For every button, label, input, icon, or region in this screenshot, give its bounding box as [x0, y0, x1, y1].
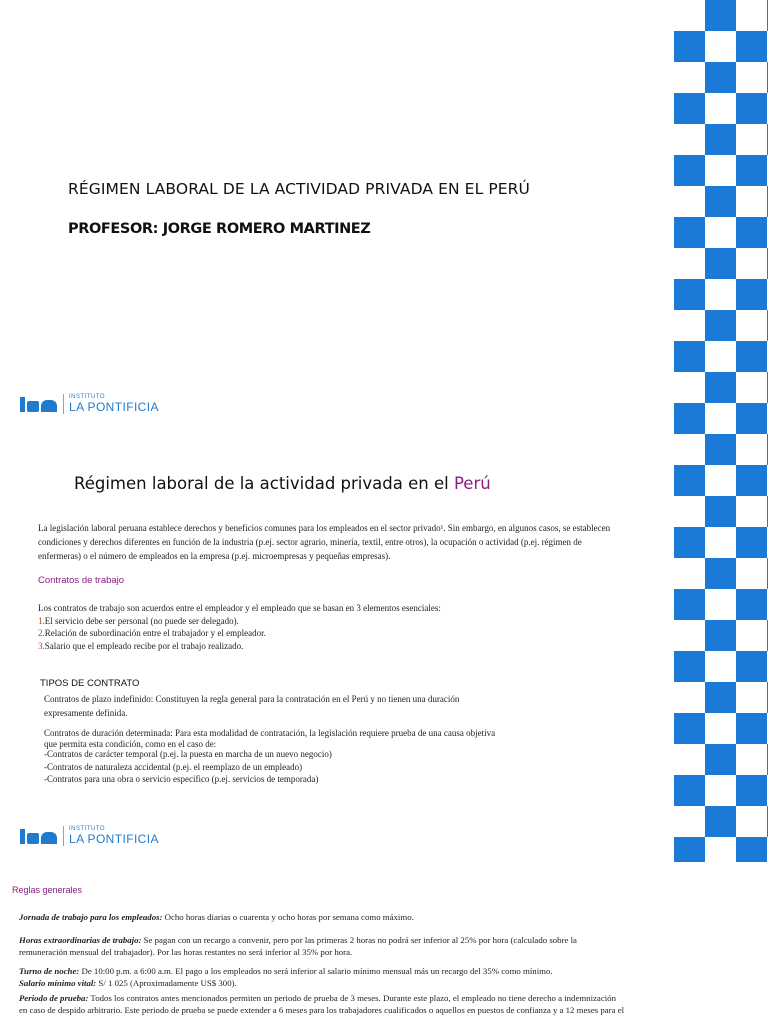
heading-main: Régimen laboral de la actividad privada en el: [74, 474, 454, 493]
logo-small-text: INSTITUTO: [69, 826, 106, 832]
intro-line: enfermeras) o el número de empleados en la empresa (p.ej. microempresas y pequeñas empresas).: [38, 551, 391, 561]
turno-rule: [19, 965, 724, 977]
rule-text: Se pagan con un recargo a convenir, pero por las primeras 2 horas no podrá ser inferior al 25% por hora (calculado sobre la: [141, 935, 577, 945]
indefinido-line: expresamente definida.: [44, 708, 128, 718]
prueba-rule: [19, 992, 724, 1016]
list-item: 1.El servicio debe ser personal (no puede ser delegado).: [38, 615, 239, 626]
heading-accent: Perú: [453, 474, 491, 493]
list-item: 3.Salario que el empleado recibe por el trabajo realizado.: [38, 640, 244, 651]
slide-title: RÉGIMEN LABORAL DE LA ACTIVIDAD PRIVADA EN EL PERÚ: [68, 180, 530, 198]
rule-label: Periodo de prueba:: [19, 993, 89, 1003]
reglas-heading: Reglas generales: [12, 885, 83, 895]
rule-text: De 10:00 p.m. a 6:00 a.m. El pago a los empleados no será inferior al salario mínimo mensual más un recargo del 35% como mínimo.: [79, 966, 553, 976]
jornada-rule: [19, 911, 724, 923]
intro-paragraph: [38, 521, 650, 563]
indefinido-line: Contratos de plazo indefinido: Constituyen la regla general para la contratación en el Perú y no tienen una duración: [44, 694, 460, 704]
contratos-intro: Los contratos de trabajo son acuerdos entre el empleador y el empleado que se basan en 3 elementos esenciales:: [38, 603, 441, 613]
intro-line: condiciones y derechos diferentes en función de la industria (p.ej. sector agrario, minería, textil, entre otros), la ocupación o actividad (p.ej. régimen de: [38, 537, 582, 547]
salario-rule: [19, 977, 724, 989]
ilp-logo-icon: [20, 397, 59, 412]
rule-text: en caso de despido arbitrario. Este periodo de prueba se puede extender a 6 meses para los trabajadores cualificados o aquellos en puestos de confianza y a 12 meses para el: [19, 1005, 625, 1015]
rule-text: Todos los contratos antes mencionados permiten un periodo de prueba de 3 meses. Durante este plazo, el empleado no tiene derecho a indemnización: [88, 993, 616, 1003]
rule-label: Turno de noche:: [19, 966, 80, 976]
institute-logo: [20, 394, 159, 414]
contratos-section: [38, 602, 441, 652]
list-item: -Contratos de carácter temporal (p.ej. la puesta en marcha de un nuevo negocio): [44, 749, 332, 759]
list-item: 2.Relación de subordinación entre el trabajador y el empleador.: [38, 628, 266, 638]
determinada-line: Contratos de duración determinada: Para esta modalidad de contratación, la legislación requiere prueba de una causa objetiva: [44, 728, 496, 738]
document-heading: [74, 474, 491, 493]
rule-label: Salario mínimo vital:: [19, 978, 97, 988]
logo-small-text: INSTITUTO: [69, 394, 106, 400]
logo-big-text: LA PONTIFICIA: [69, 832, 159, 846]
list-item: -Contratos de naturaleza accidental (p.ej. el reemplazo de un empleado): [44, 761, 303, 772]
rule-text: S/ 1 025 (Aproximadamente US$ 300).: [96, 978, 237, 988]
determinada-paragraph: [44, 728, 495, 749]
rule-text: Ocho horas diarias o cuarenta y ocho horas por semana como máximo.: [162, 912, 414, 922]
institute-logo: [20, 826, 159, 846]
intro-line: La legislación laboral peruana establece derechos y beneficios comunes para los empleados en el sector privado¹. Sin embargo, en algunos casos, se establecen: [38, 523, 611, 533]
rule-label: Horas extraordinarias de trabajo:: [19, 935, 142, 945]
contratos-heading: Contratos de trabajo: [38, 575, 125, 586]
logo-big-text: LA PONTIFICIA: [69, 400, 159, 414]
list-item: -Contratos para una obra o servicio específico (p.ej. servicios de temporada): [44, 774, 319, 784]
rule-label: Jornada de trabajo para los empleados:: [19, 912, 163, 922]
tipos-heading: TIPOS DE CONTRATO: [40, 678, 140, 689]
determinada-list: [44, 748, 332, 786]
horas-rule: [19, 934, 724, 958]
professor-line: PROFESOR: JORGE ROMERO MARTINEZ: [68, 221, 371, 237]
determinada-line: que permita esta condición, como en el caso de:: [44, 738, 217, 749]
rule-text: remuneración mensual del trabajador). Por las horas restantes no será inferior al 35% por hora.: [19, 947, 353, 957]
checkerboard-decoration: [674, 0, 768, 862]
indefinido-paragraph: [44, 692, 459, 720]
ilp-logo-icon: [20, 829, 59, 844]
